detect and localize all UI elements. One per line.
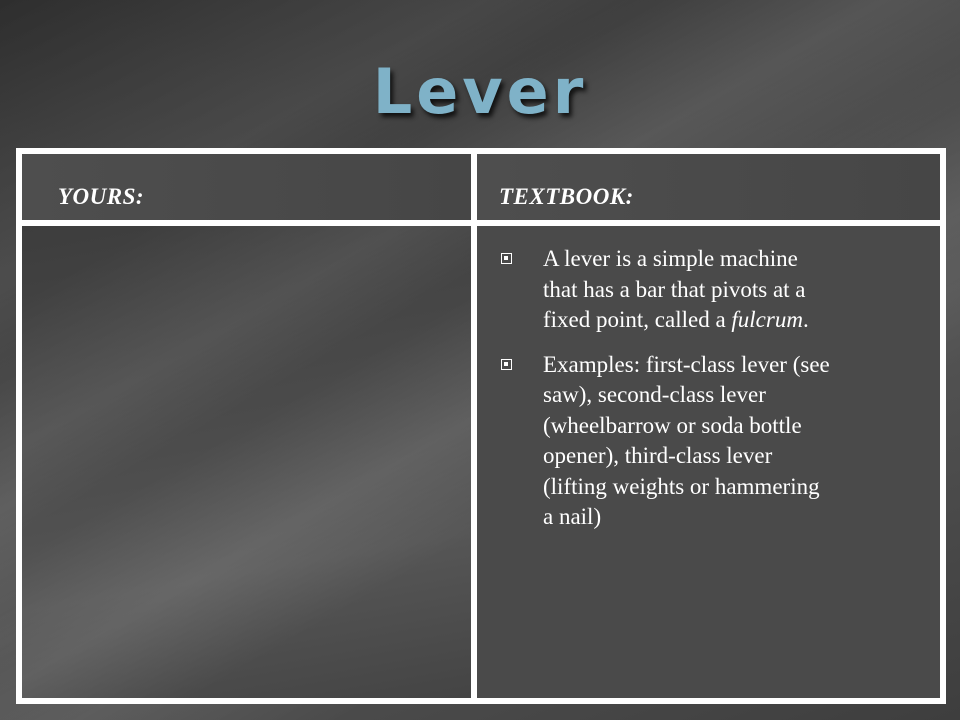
bullet-examples-text: Examples: first-class lever (see saw), second-class lever (wheelbarrow or soda bottle opener), third-class lever (lifting weights or hammering a nail)	[543, 351, 830, 529]
list-item	[501, 350, 831, 533]
header-yours: YOURS:	[58, 184, 145, 209]
fulcrum-term: fulcrum	[731, 307, 803, 332]
comparison-table	[16, 148, 946, 704]
slide-title: Lever	[372, 55, 588, 128]
header-textbook: TEXTBOOK:	[499, 184, 634, 209]
textbook-bullet-list	[501, 244, 831, 547]
square-bullet-icon	[501, 253, 512, 264]
yours-answer-cell[interactable]	[22, 226, 471, 698]
bullet-definition-end: .	[802, 307, 809, 332]
header-cell-textbook	[477, 154, 940, 220]
list-item	[501, 244, 831, 336]
textbook-definition-cell	[477, 226, 940, 698]
header-cell-yours	[22, 154, 471, 220]
square-bullet-icon	[501, 359, 512, 370]
bullet-definition-text: A lever is a simple machine that has a bar that pivots at a fixed point, called a	[543, 246, 806, 332]
